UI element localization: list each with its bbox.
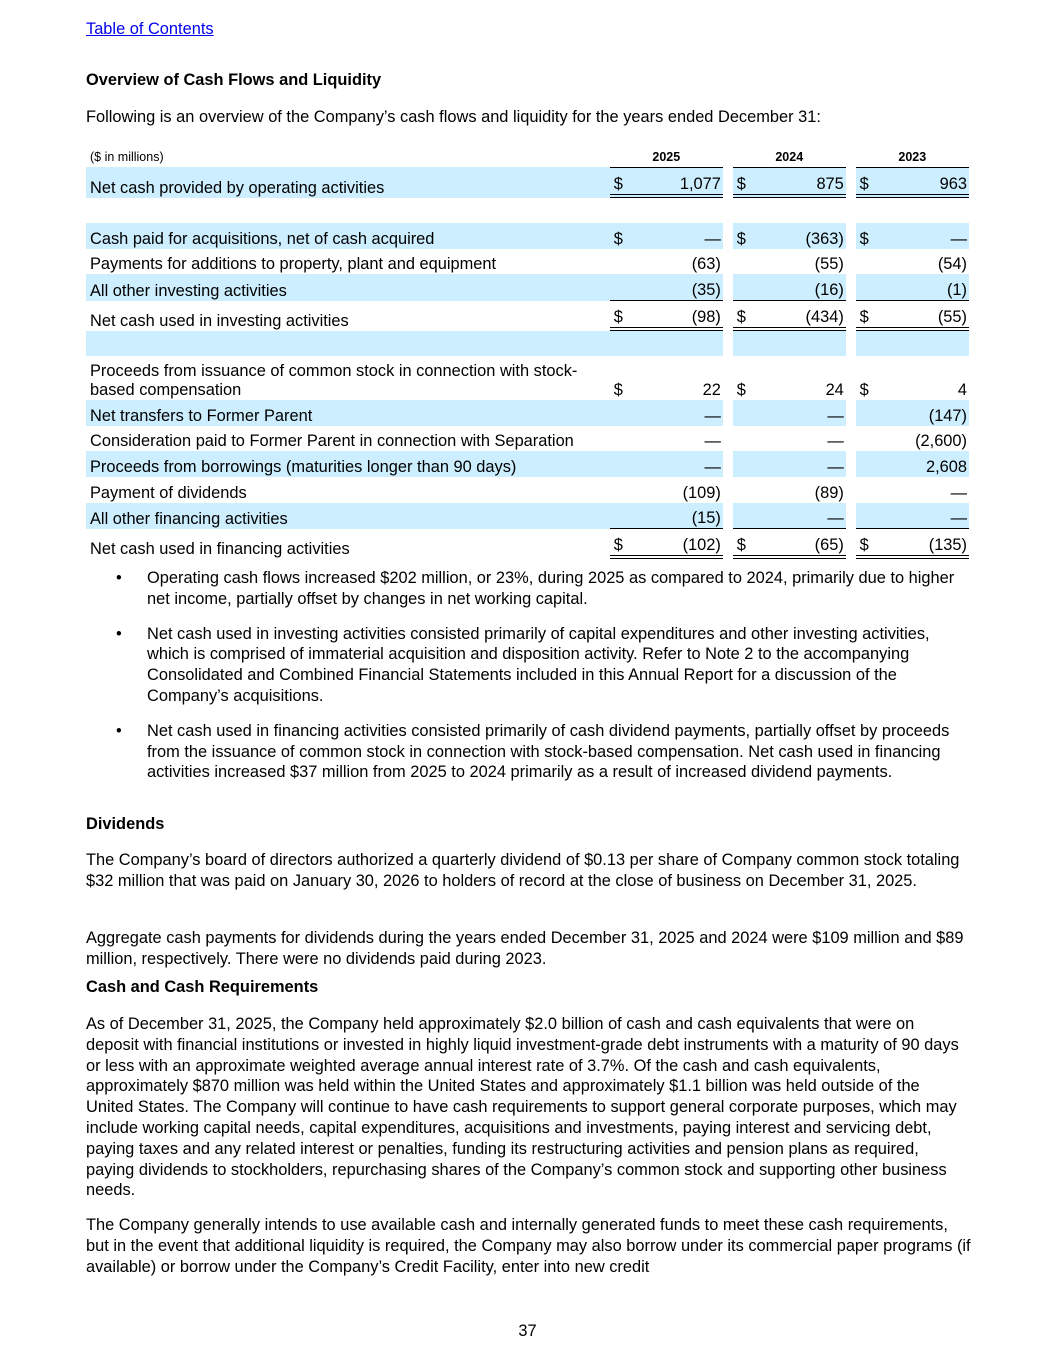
dollar-sign: $ <box>733 223 755 249</box>
dollar-sign <box>610 331 632 357</box>
row-label: Proceeds from borrowings (maturities longer than 90 days) <box>86 451 610 477</box>
dollar-sign: $ <box>736 381 746 400</box>
bullet-icon: • <box>116 721 122 740</box>
table-row <box>86 451 969 477</box>
page-number: 37 <box>518 1322 537 1340</box>
unit-label: ($ in millions) <box>86 148 610 167</box>
table-row <box>86 477 969 503</box>
table-row <box>86 198 969 224</box>
dollar-sign <box>610 274 632 301</box>
section-title-cash-requirements: Cash and Cash Requirements <box>86 978 319 996</box>
dollar-sign <box>856 249 878 275</box>
row-label <box>86 198 610 224</box>
dollar-sign <box>733 451 755 477</box>
dollar-sign <box>610 249 632 275</box>
row-value: 875 <box>755 167 846 198</box>
row-value: — <box>704 432 721 451</box>
dollar-sign: $ <box>856 223 878 249</box>
cash-requirements-paragraph-2: The Company generally intends to use available cash and internally generated funds to meet these cash requirements, but in the event that additional liquidity is required, the Company may also borrow under its commercial paper programs (if available) or borrow under the Company’s Credit Facility, enter into new credit <box>86 1216 971 1276</box>
row-value: — <box>755 451 846 477</box>
row-value <box>755 331 846 357</box>
row-value: — <box>755 503 846 530</box>
dollar-sign <box>610 400 632 426</box>
table-row <box>86 503 969 530</box>
row-label: Payment of dividends <box>90 483 247 502</box>
row-label: Net transfers to Former Parent <box>86 400 610 426</box>
row-value: (102) <box>632 529 723 559</box>
dollar-sign <box>856 198 878 224</box>
table-row <box>86 223 969 249</box>
dollar-sign <box>733 503 755 530</box>
column-header-2023: 2023 <box>856 148 969 167</box>
dollar-sign: $ <box>856 529 878 559</box>
dollar-sign <box>610 198 632 224</box>
column-header-2025: 2025 <box>610 148 723 167</box>
row-value <box>632 331 723 357</box>
row-label: Net cash provided by operating activities <box>86 167 610 198</box>
column-header-2024: 2024 <box>733 148 846 167</box>
dollar-sign: $ <box>610 223 632 249</box>
dollar-sign: $ <box>733 301 755 331</box>
row-value: (147) <box>878 400 970 426</box>
table-row <box>86 167 969 198</box>
row-value: 963 <box>878 167 970 198</box>
row-value: 4 <box>957 381 967 400</box>
row-value: (54) <box>937 255 967 274</box>
row-value: — <box>755 400 846 426</box>
row-value: (55) <box>878 301 970 331</box>
table-row <box>86 249 969 275</box>
row-value: 22 <box>702 381 721 400</box>
row-label: Net cash used in investing activities <box>90 311 349 330</box>
dollar-sign <box>856 503 878 530</box>
bullet-icon: • <box>116 624 122 643</box>
row-value: (2,600) <box>915 432 967 451</box>
dollar-sign <box>856 331 878 357</box>
row-value: (35) <box>632 274 723 301</box>
row-value <box>878 198 970 224</box>
bullet-item <box>86 568 971 610</box>
row-value <box>755 198 846 224</box>
row-value: 2,608 <box>878 451 970 477</box>
table-header-row <box>86 148 969 167</box>
table-row <box>86 331 969 357</box>
row-value: (65) <box>755 529 846 559</box>
row-label: All other investing activities <box>86 274 610 301</box>
table-row <box>86 301 969 331</box>
row-label <box>86 331 610 357</box>
bullet-list <box>86 568 971 797</box>
dollar-sign <box>610 426 632 452</box>
bullet-text: Net cash used in investing activities consisted primarily of capital expenditures and other investing activities, which is comprised of immaterial acquisition and disposition activity. Refer to Note 2 to the accompanying Consolidated and Combined Financial Statements included in this Annual Report for a discussion of the Company’s acquisitions. <box>147 624 930 705</box>
dividends-paragraph-2: Aggregate cash payments for dividends during the years ended December 31, 2025 and 2024 were $109 million and $89 million, respectively. There were no dividends paid during 2023. <box>86 929 964 968</box>
dollar-sign: $ <box>859 381 869 400</box>
dollar-sign <box>610 451 632 477</box>
row-value: 1,077 <box>632 167 723 198</box>
dollar-sign <box>856 274 878 301</box>
row-value: (135) <box>878 529 970 559</box>
dollar-sign <box>610 477 632 503</box>
dollar-sign <box>610 503 632 530</box>
dollar-sign: $ <box>610 301 632 331</box>
table-row <box>86 274 969 301</box>
row-value: — <box>950 483 967 502</box>
dollar-sign <box>856 426 878 452</box>
dollar-sign: $ <box>610 529 632 559</box>
cash-flows-table <box>86 148 969 559</box>
bullet-icon: • <box>116 569 122 587</box>
table-row <box>86 400 969 426</box>
dollar-sign: $ <box>733 529 755 559</box>
cash-requirements-paragraph-1: As of December 31, 2025, the Company held approximately $2.0 billion of cash and cash equivalents that were on deposit with financial institutions or invested in highly liquid investment-grade debt instruments with a maturity of 90 days or less with an approximate weighted average annual interest rate of 3.7%. Of the cash and cash equivalents, approximately $870 million was held within the United States and approximately $1.1 billion was held outside of the United States. The Company will continue to have cash requirements to support general corporate purposes, which may include working capital needs, capital expenditures, acquisitions and investments, paying interest and servicing debt, paying taxes and any related interest or penalties, funding its restructuring activities and pension plans as required, paying dividends to stockholders, repurchasing shares of the Company’s common stock and supporting other business needs. <box>86 1015 959 1200</box>
row-value: — <box>878 503 970 530</box>
dollar-sign <box>733 400 755 426</box>
row-value: (89) <box>814 483 844 502</box>
bullet-item <box>86 624 971 707</box>
row-value: — <box>632 451 723 477</box>
dollar-sign <box>733 249 755 275</box>
bullet-item <box>86 721 971 783</box>
row-value: — <box>632 400 723 426</box>
row-value: (63) <box>691 255 721 274</box>
table-row <box>86 426 969 452</box>
row-label: Payments for additions to property, plant and equipment <box>90 255 497 274</box>
table-row <box>86 529 969 559</box>
intro-paragraph: Following is an overview of the Company’s cash flows and liquidity for the years ended December 31: <box>86 108 821 126</box>
table-of-contents-link[interactable]: Table of Contents <box>86 20 214 38</box>
row-label: Proceeds from issuance of common stock in connection with stock-based compensation <box>90 362 578 400</box>
row-value: (363) <box>755 223 846 249</box>
table-row <box>86 356 969 400</box>
row-value: — <box>878 223 970 249</box>
section-title-dividends: Dividends <box>86 815 165 833</box>
row-value: (434) <box>755 301 846 331</box>
dividends-paragraph-1: The Company’s board of directors authorized a quarterly dividend of $0.13 per share of Company common stock totaling $32 million that was paid on January 30, 2026 to holders of record at the close of business on December 31, 2025. <box>86 851 960 890</box>
dollar-sign: $ <box>733 167 755 198</box>
row-label: Cash paid for acquisitions, net of cash acquired <box>86 223 610 249</box>
dollar-sign <box>856 400 878 426</box>
row-value: (55) <box>814 255 844 274</box>
row-value: (98) <box>632 301 723 331</box>
dollar-sign: $ <box>613 381 623 400</box>
dollar-sign: $ <box>610 167 632 198</box>
row-value: (15) <box>632 503 723 530</box>
row-value <box>878 331 970 357</box>
dollar-sign <box>733 274 755 301</box>
section-title-cash-flows: Overview of Cash Flows and Liquidity <box>86 71 382 89</box>
dollar-sign <box>733 331 755 357</box>
row-value: (1) <box>878 274 970 301</box>
row-value: — <box>632 223 723 249</box>
bullet-text: Net cash used in financing activities consisted primarily of cash dividend payments, partially offset by proceeds from the issuance of common stock in connection with stock-based compensation. Net cash used in financing activities increased $37 million from 2025 to 2024 primarily as a result of increased dividend payments. <box>147 721 950 782</box>
dollar-sign <box>856 477 878 503</box>
dollar-sign <box>733 426 755 452</box>
row-value: (109) <box>682 483 721 502</box>
dollar-sign <box>733 198 755 224</box>
row-label: All other financing activities <box>86 503 610 530</box>
row-value: 24 <box>825 381 844 400</box>
row-label: Net cash used in financing activities <box>90 539 350 558</box>
row-value <box>632 198 723 224</box>
row-value: — <box>827 432 844 451</box>
row-value: (16) <box>755 274 846 301</box>
dollar-sign <box>856 451 878 477</box>
bullet-text: Operating cash flows increased $202 million, or 23%, during 2025 as compared to 2024, primarily due to higher net income, partially offset by changes in net working capital. <box>147 569 955 608</box>
dollar-sign: $ <box>856 301 878 331</box>
dollar-sign: $ <box>856 167 878 198</box>
row-label: Consideration paid to Former Parent in connection with Separation <box>90 432 574 451</box>
dollar-sign <box>733 477 755 503</box>
